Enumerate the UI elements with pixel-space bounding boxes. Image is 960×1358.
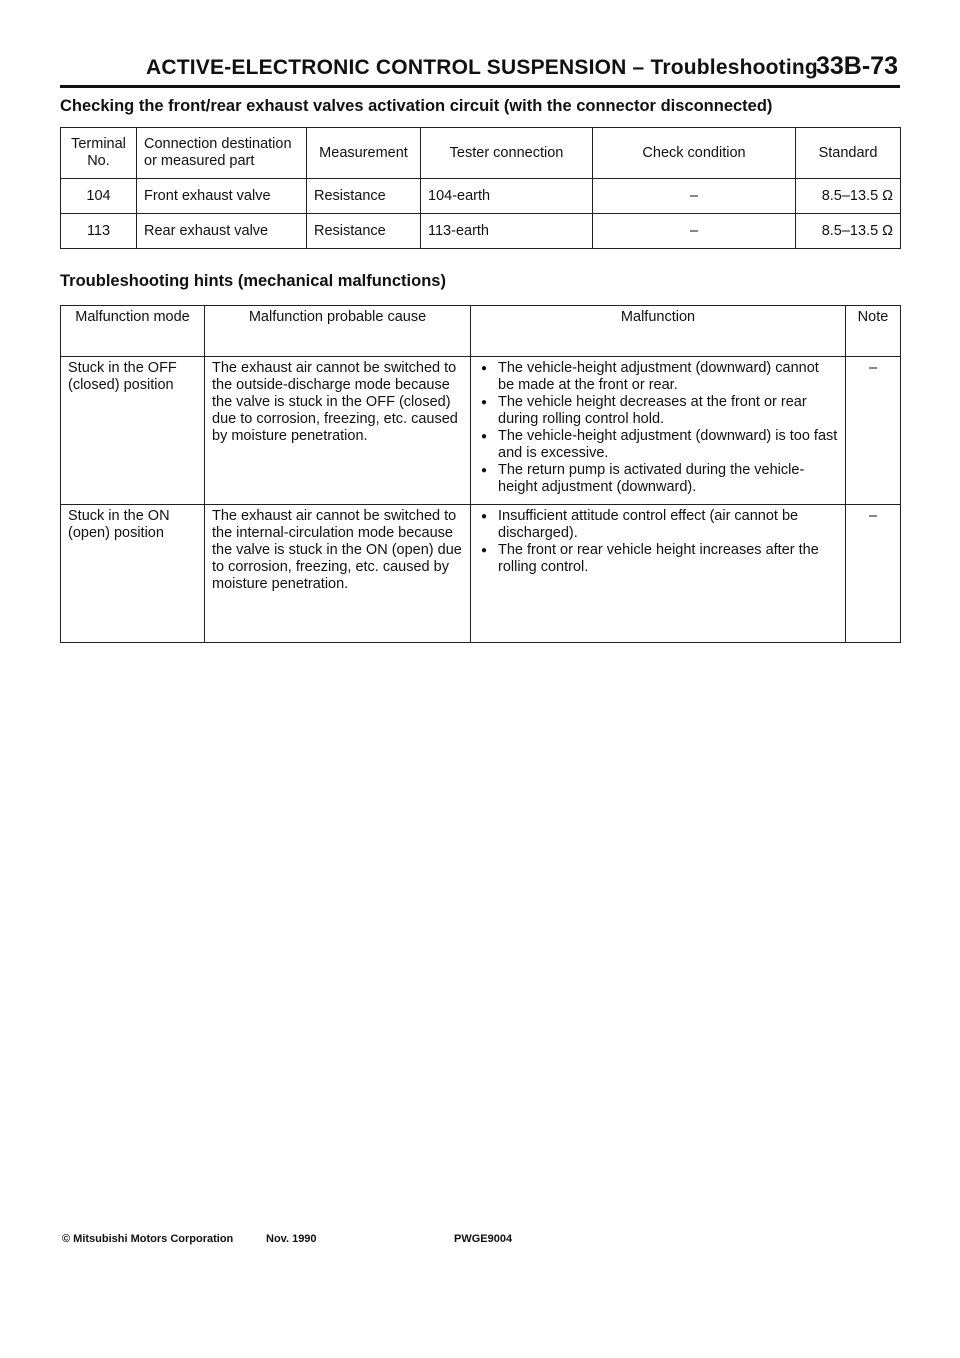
troubleshooting-hints-table xyxy=(60,305,901,643)
col-header-standard: Standard xyxy=(796,128,901,179)
col-header-connection: Connection destination or measured part xyxy=(137,128,307,179)
list-item: ● The vehicle-height adjustment (downward) is too fast and is excessive. xyxy=(478,428,838,462)
cell-condition: – xyxy=(593,179,796,214)
cell-tester: 113-earth xyxy=(421,214,593,249)
cell-measurement: Resistance xyxy=(307,179,421,214)
list-item: ● Insufficient attitude control effect (air cannot be discharged). xyxy=(478,508,838,542)
cell-terminal: 104 xyxy=(61,179,137,214)
cell-mode: Stuck in the ON (open) position xyxy=(61,505,205,643)
cell-standard: 8.5–13.5 Ω xyxy=(796,179,901,214)
table-header-row xyxy=(61,128,901,179)
col-header-measurement: Measurement xyxy=(307,128,421,179)
list-item: ● The front or rear vehicle height increases after the rolling control. xyxy=(478,542,838,576)
page-header xyxy=(60,52,900,88)
table-header-row xyxy=(61,306,901,357)
section2-title: Troubleshooting hints (mechanical malfunctions) xyxy=(60,272,446,290)
cell-mode: Stuck in the OFF (closed) position xyxy=(61,357,205,505)
col-header-mode: Malfunction mode xyxy=(61,306,205,357)
cell-cause: The exhaust air cannot be switched to the internal-circulation mode because the valve is stuck in the ON (open) due to corrosion, freezing, etc. caused by moisture penetration. xyxy=(205,505,471,643)
list-item: ● The vehicle-height adjustment (downward) cannot be made at the front or rear. xyxy=(478,360,838,394)
list-item: ● The vehicle height decreases at the front or rear during rolling control hold. xyxy=(478,394,838,428)
table-row xyxy=(61,505,901,643)
footer-code: PWGE9004 xyxy=(454,1233,513,1245)
col-header-condition: Check condition xyxy=(593,128,796,179)
cell-tester: 104-earth xyxy=(421,179,593,214)
table-row xyxy=(61,214,901,249)
col-header-terminal: Terminal No. xyxy=(61,128,137,179)
cell-cause: The exhaust air cannot be switched to the outside-discharge mode because the valve is stuck in the OFF (closed) due to corrosion, freezing, etc. caused by moisture penetration. xyxy=(205,357,471,505)
cell-malfunctions xyxy=(471,505,846,643)
table-row xyxy=(61,179,901,214)
footer-copyright: © Mitsubishi Motors Corporation xyxy=(62,1233,234,1245)
page-number: 33B-73 xyxy=(816,52,898,80)
cell-note: – xyxy=(846,357,901,505)
cell-connection: Rear exhaust valve xyxy=(137,214,307,249)
footer-date: Nov. 1990 xyxy=(266,1233,317,1245)
cell-terminal: 113 xyxy=(61,214,137,249)
table-row xyxy=(61,357,901,505)
cell-connection: Front exhaust valve xyxy=(137,179,307,214)
cell-note: – xyxy=(846,505,901,643)
cell-condition: – xyxy=(593,214,796,249)
header-title: ACTIVE-ELECTRONIC CONTROL SUSPENSION – Troubleshooting xyxy=(146,56,818,79)
list-item: ● The return pump is activated during the vehicle-height adjustment (downward). xyxy=(478,462,838,496)
col-header-note: Note xyxy=(846,306,901,357)
cell-standard: 8.5–13.5 Ω xyxy=(796,214,901,249)
cell-measurement: Resistance xyxy=(307,214,421,249)
section1-title: Checking the front/rear exhaust valves activation circuit (with the connector disconnected) xyxy=(60,97,773,115)
col-header-cause: Malfunction probable cause xyxy=(205,306,471,357)
exhaust-valve-check-table xyxy=(60,127,901,249)
col-header-tester: Tester connection xyxy=(421,128,593,179)
cell-malfunctions xyxy=(471,357,846,505)
col-header-malfunction: Malfunction xyxy=(471,306,846,357)
